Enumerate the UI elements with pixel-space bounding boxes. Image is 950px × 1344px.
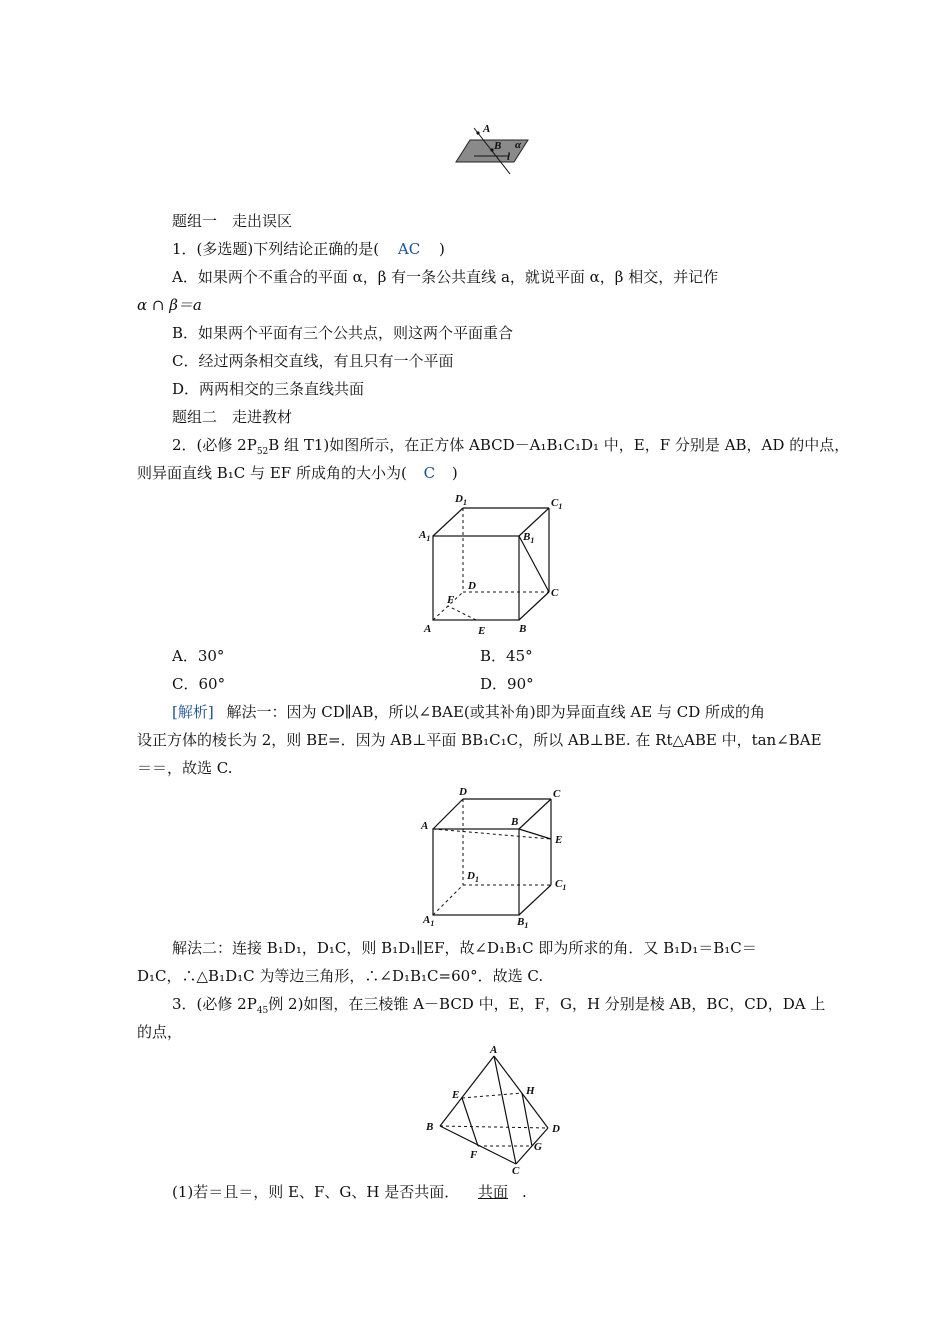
q2-source: 2．(必修 2P [172, 436, 257, 454]
tetra-label-b: B [426, 1121, 434, 1133]
q3-source-page: 45 [256, 1006, 269, 1016]
tetra-label-e: E [452, 1089, 460, 1101]
cube2-label-a: A [421, 820, 429, 832]
group2-title: 题组二 走进教材 [172, 408, 293, 426]
solution-line1 [172, 702, 765, 722]
tetra-label-c: C [512, 1165, 520, 1176]
cube1-edge-bc [519, 592, 549, 620]
solution-line3: ＝＝，故选 C. [137, 759, 233, 777]
cube2-label-c1: $C_1$ [555, 878, 567, 892]
plane-figure [450, 118, 540, 178]
point-A [476, 131, 479, 134]
tetra-edge-ab [440, 1056, 494, 1126]
cube1-label-f: F [447, 594, 455, 606]
q3-sub1 [172, 1182, 527, 1202]
cube2-edge-bc [519, 799, 551, 829]
label-B: B [494, 140, 502, 152]
q2-option-b: B．45° [480, 647, 533, 665]
q1-stem [172, 239, 445, 259]
q2-option-d: D．90° [480, 675, 534, 693]
solution-method2-line2: D₁C，∴△B₁D₁C 为等边三角形，∴∠D₁B₁C=60°．故选 C. [137, 967, 544, 985]
q2-line2 [137, 463, 458, 483]
cube2-label-a1: $A_1$ [423, 914, 435, 928]
cube2-label-d1: $D_1$ [467, 870, 479, 884]
q1-option-b: B．如果两个平面有三个公共点，则这两个平面重合 [172, 324, 514, 342]
q3-stem-text: 例 2)如图，在三棱锥 A－BCD 中，E，F，G，H 分别是棱 AB，BC，CD，DA 上 [268, 995, 826, 1013]
q1-option-a-line1: A．如果两个不重合的平面 α，β 有一条公共直线 a，就说平面 α，β 相交，并记作 [172, 268, 719, 286]
cube2-label-e: E [555, 834, 563, 846]
q3-sub1-answer: 共面 [478, 1183, 509, 1201]
label-l: l [507, 151, 511, 163]
q1-option-c: C．经过两条相交直线，有且只有一个平面 [172, 352, 454, 370]
q2-stem-text2: 则异面直线 B₁C 与 EF 所成角的大小为( [137, 464, 407, 482]
cube2-edge-b1c1 [519, 885, 551, 915]
cube1-edge-a1d1 [433, 508, 463, 536]
tetra-edge-ad [494, 1056, 548, 1128]
tetra-hidden-bd [440, 1126, 548, 1128]
tetra-hidden-eh [462, 1093, 522, 1098]
q1-option-a-line2: α ∩ β＝a [137, 296, 202, 314]
q3-sub1-end: . [522, 1183, 527, 1201]
label-alpha: α [515, 139, 522, 151]
cube1-label-b1: $B_1$ [523, 531, 535, 545]
cube-figure-1 [415, 488, 575, 638]
cube2-label-b1: $B_1$ [517, 916, 529, 930]
cube1-label-d: D [468, 580, 476, 592]
q1-option-d: D．两两相交的三条直线共面 [172, 380, 365, 398]
cube2-edge-ad [433, 799, 463, 829]
cube-figure-2 [415, 785, 575, 935]
tetra-label-g: G [534, 1141, 542, 1153]
tetrahedron-figure [420, 1046, 570, 1176]
q2-source-page: 52 [256, 447, 269, 457]
cube1-label-c: C [551, 587, 559, 599]
cube2-label-b: B [511, 816, 519, 828]
q2-line1 [172, 435, 849, 462]
q3-source: 3．(必修 2P [172, 995, 257, 1013]
group1-title: 题组一 走出误区 [172, 212, 293, 230]
cube1-label-c1: $C_1$ [551, 497, 563, 511]
tetra-label-h: H [526, 1085, 535, 1097]
cube1-hidden-ef [448, 606, 476, 620]
cube1-label-e: E [478, 625, 486, 637]
cube2-hidden-a1d1 [433, 885, 463, 915]
q2-stem-text: B 组 T1)如图所示，在正方体 ABCD－A₁B₁C₁D₁ 中，E，F 分别是 AB，AD 的中点， [268, 436, 850, 454]
q1-stem-text: 1．(多选题)下列结论正确的是( [172, 240, 380, 258]
q3-line2: 的点， [137, 1023, 183, 1041]
tetra-label-a: A [490, 1046, 498, 1056]
cube2-label-d: D [459, 786, 467, 798]
q1-answer: AC [397, 240, 421, 258]
label-A: A [483, 123, 491, 135]
tetra-label-f: F [470, 1149, 478, 1161]
q2-close: ) [451, 464, 458, 482]
tetra-edge-ac [494, 1056, 516, 1164]
cube1-label-b: B [519, 623, 527, 635]
q3-line1 [172, 994, 825, 1021]
tetra-label-d: D [552, 1123, 560, 1135]
cube1-label-d1: $D_1$ [455, 493, 467, 507]
solution-line2: 设正方体的棱长为 2，则 BE=．因为 AB⊥平面 BB₁C₁C，所以 AB⊥BE. 在 Rt△ABE 中，tan∠BAE [137, 731, 822, 749]
solution-method2-line1: 解法二：连接 B₁D₁，D₁C，则 B₁D₁∥EF，故∠D₁B₁C 即为所求的角．又 B₁D₁＝B₁C＝ [172, 939, 757, 957]
solution-method1: 解法一：因为 CD∥AB，所以∠BAE(或其补角)即为异面直线 AE 与 CD 所成的角 [226, 703, 765, 721]
q2-option-c: C．60° [172, 675, 226, 693]
cube1-label-a: A [424, 623, 432, 635]
q1-close: ) [438, 240, 445, 258]
cube2-label-c: C [553, 788, 561, 800]
q2-answer: C [423, 464, 436, 482]
solution-tag: [解析] [172, 703, 214, 721]
q3-sub1-text: (1)若＝且＝，则 E、F、G、H 是否共面． [172, 1183, 460, 1201]
q2-option-a: A．30° [172, 647, 225, 665]
cube1-label-a1: $A_1$ [419, 529, 431, 543]
